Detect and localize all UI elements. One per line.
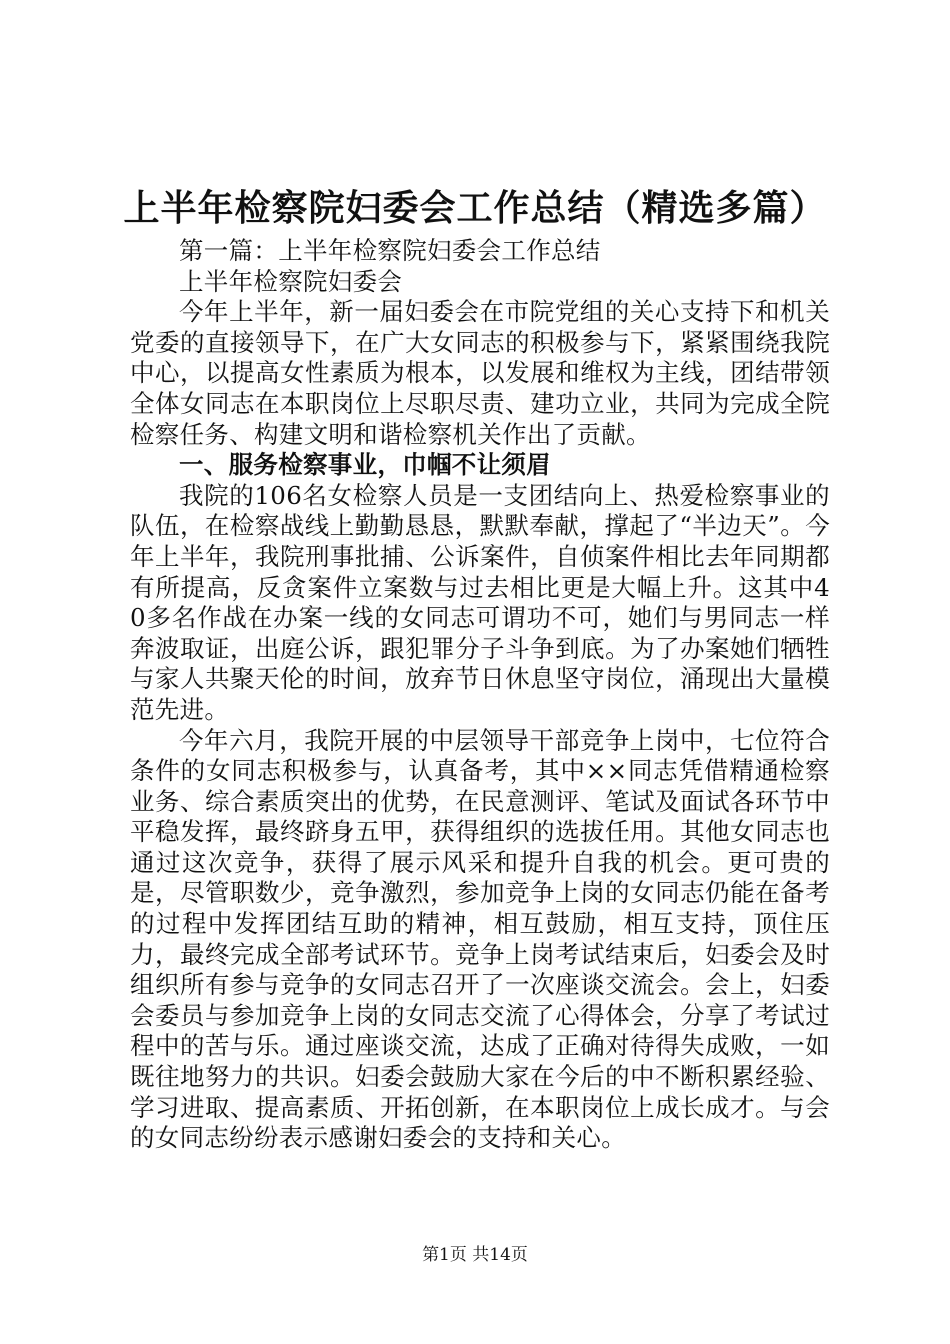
document-title: 上半年检察院妇委会工作总结（精选多篇）	[123, 187, 827, 229]
paragraph: 今年上半年，新一届妇委会在市院党组的关心支持下和机关党委的直接领导下，在广大女同志的积极参与下，紧紧围绕我院中心，以提高女性素质为根本，以发展和维权为主线，团结带领全体女同志在本职岗位上尽职尽责、建功立业，共同为完成全院检察任务、构建文明和谐检察机关作出了贡献。	[130, 297, 830, 449]
subtitle: 上半年检察院妇委会	[179, 266, 403, 296]
document-body	[130, 236, 830, 1154]
section-title: 第一篇：上半年检察院妇委会工作总结	[179, 236, 601, 265]
paragraph: 我院的106名女检察人员是一支团结向上、热爱检察事业的队伍，在检察战线上勤勤恳恳，默默奉献，撑起了“半边天”。今年上半年，我院刑事批捕、公诉案件，自侦案件相比去年同期都有所提高，反贪案件立案数与过去相比更是大幅上升。这其中40多名作战在办案一线的女同志可谓功不可，她们与男同志一样奔波取证，出庭公诉，跟犯罪分子斗争到底。为了办案她们牺牲与家人共聚天伦的时间，放弃节日休息坚守岗位，涌现出大量模范先进。	[130, 480, 830, 724]
page-footer: 第1页 共14页	[422, 1245, 528, 1265]
section-heading: 一、服务检察事业，巾帼不让须眉	[179, 450, 551, 480]
paragraph: 今年六月，我院开展的中层领导干部竞争上岗中，七位符合条件的女同志积极参与，认真备考，其中××同志凭借精通检察业务、综合素质突出的优势，在民意测评、笔试及面试各环节中平稳发挥，最终跻身五甲，获得组织的选拔任用。其他女同志也通过这次竞争，获得了展示风采和提升自我的机会。更可贵的是，尽管职数少，竞争激烈，参加竞争上岗的女同志仍能在备考的过程中发挥团结互助的精神，相互鼓励，相互支持，顶住压力，最终完成全部考试环节。竞争上岗考试结束后，妇委会及时组织所有参与竞争的女同志召开了一次座谈交流会。会上，妇委会委员与参加竞争上岗的女同志交流了心得体会，分享了考试过程中的苦与乐。通过座谈交流，达成了正确对待得失成败，一如既往地努力的共识。妇委会鼓励大家在今后的中不断积累经验、学习进取、提高素质、开拓创新，在本职岗位上成长成才。与会的女同志纷纷表示感谢妇委会的支持和关心。	[130, 725, 830, 1153]
